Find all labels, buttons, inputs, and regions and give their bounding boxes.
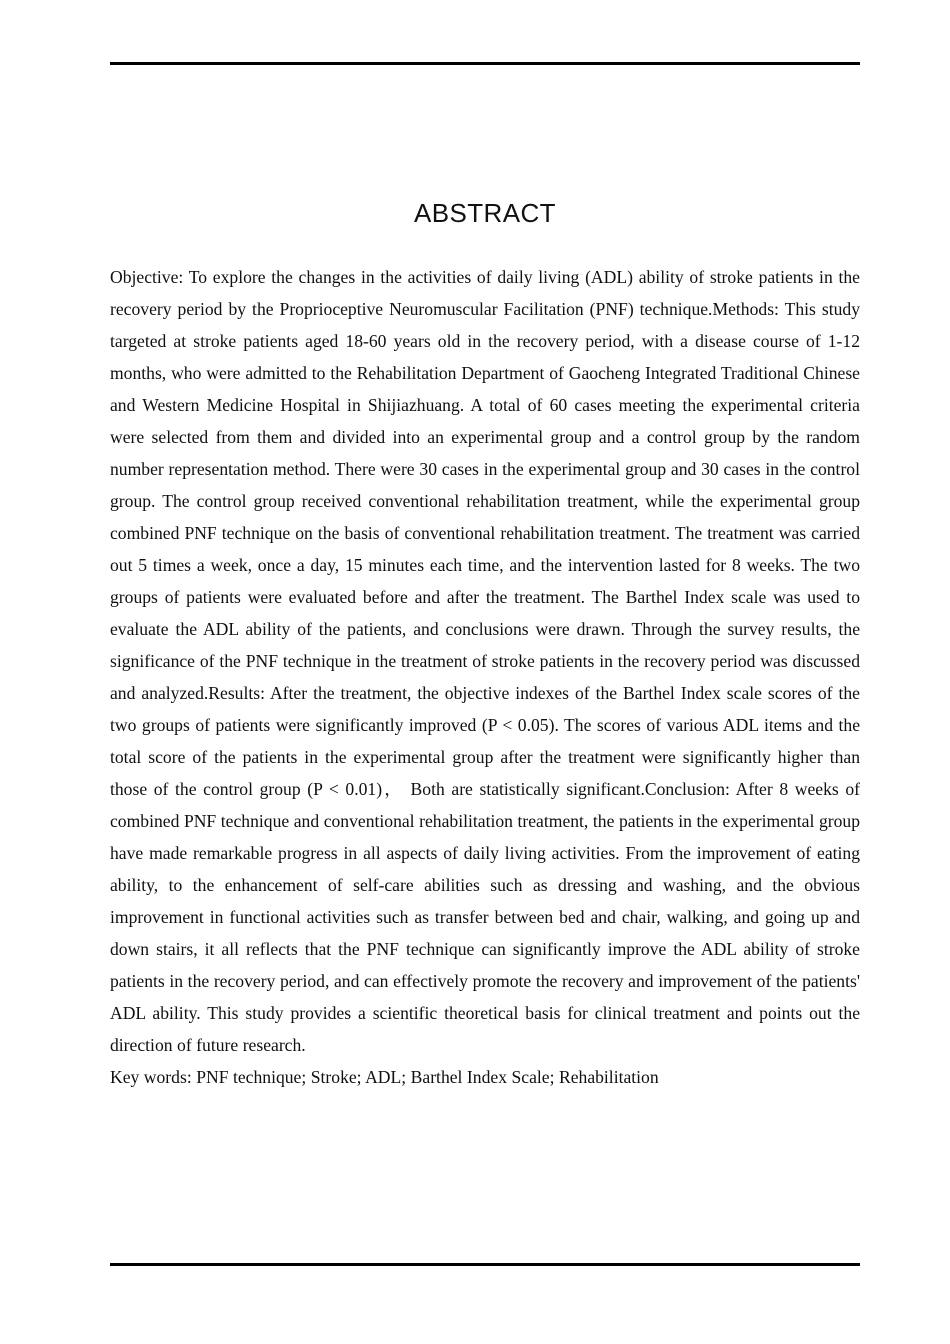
keywords-paragraph: Key words: PNF technique; Stroke; ADL; Barthel Index Scale; Rehabilitation [110, 1067, 659, 1087]
abstract-body [110, 261, 860, 1093]
page-content [110, 66, 860, 1093]
abstract-paragraph: Objective: To explore the changes in the activities of daily living (ADL) ability of stroke patients in the recovery period by the Proprioceptive Neuromuscular Facilitation (PNF) technique.Methods: This study targeted at stroke patients aged 18-60 years old in the recovery period, with a disease course of 1-12 months, who were admitted to the Rehabilitation Department of Gaocheng Integrated Traditional Chinese and Western Medicine Hospital in Shijiazhuang. A total of 60 cases meeting the experimental criteria were selected from them and divided into an experimental group and a control group by the random number representation method. There were 30 cases in the experimental group and 30 cases in the control group. The control group received conventional rehabilitation treatment, while the experimental group combined PNF technique on the basis of conventional rehabilitation treatment. The treatment was carried out 5 times a week, once a day, 15 minutes each time, and the intervention lasted for 8 weeks. The two groups of patients were evaluated before and after the treatment. The Barthel Index scale was used to evaluate the ADL ability of the patients, and conclusions were drawn. Through the survey results, the significance of the PNF technique in the treatment of stroke patients in the recovery period was discussed and analyzed.Results: After the treatment, the objective indexes of the Barthel Index scale scores of the two groups of patients were significantly improved (P < 0.05). The scores of various ADL items and the total score of the patients in the experimental group after the treatment were significantly higher than those of the control group (P < 0.01)， Both are statistically significant.Conclusion: After 8 weeks of combined PNF technique and conventional rehabilitation treatment, the patients in the experimental group have made remarkable progress in all aspects of daily living activities. From the improvement of eating ability, to the enhancement of self-care abilities such as dressing and washing, and the obvious improvement in functional activities such as transfer between bed and chair, walking, and going up and down stairs, it all reflects that the PNF technique can significantly improve the ADL ability of stroke patients in the recovery period, and can effectively promote the recovery and improvement of the patients' ADL ability. This study provides a scientific theoretical basis for clinical treatment and points out the direction of future research. [110, 267, 860, 1055]
footer-rule [110, 1263, 860, 1266]
page-title: ABSTRACT [414, 198, 556, 228]
header-rule [110, 62, 860, 65]
